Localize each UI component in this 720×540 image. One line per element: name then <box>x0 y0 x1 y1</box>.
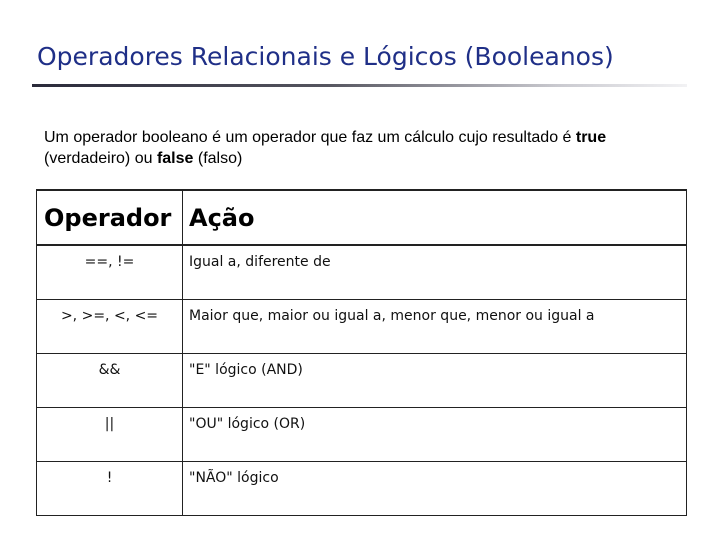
table-row <box>37 407 687 461</box>
slide-title: Operadores Relacionais e Lógicos (Booleanos) <box>37 42 614 71</box>
intro-text-3: (falso) <box>193 150 243 167</box>
intro-true-word: true <box>575 129 607 146</box>
operator-cell: && <box>37 353 183 407</box>
operator-cell: ==, != <box>37 245 183 299</box>
operators-table <box>36 189 687 516</box>
table-row <box>37 245 687 299</box>
header-operator: Operador <box>37 190 183 245</box>
table-row <box>37 461 687 515</box>
action-cell: "OU" lógico (OR) <box>183 407 687 461</box>
action-cell: Igual a, diferente de <box>183 245 687 299</box>
table-row <box>37 299 687 353</box>
table-header-row <box>37 190 687 245</box>
operator-cell: || <box>37 407 183 461</box>
operator-cell: >, >=, <, <= <box>37 299 183 353</box>
table-row <box>37 353 687 407</box>
operator-cell: ! <box>37 461 183 515</box>
header-action: Ação <box>183 190 687 245</box>
intro-paragraph <box>44 127 694 169</box>
action-cell: "E" lógico (AND) <box>183 353 687 407</box>
intro-text-2: (verdadeiro) ou <box>44 150 157 167</box>
action-cell: "NÃO" lógico <box>183 461 687 515</box>
title-underline <box>32 84 687 87</box>
intro-text-1: Um operador booleano é um operador que faz um cálculo cujo resultado é <box>44 129 576 146</box>
intro-false-word: false <box>156 150 194 167</box>
action-cell: Maior que, maior ou igual a, menor que, menor ou igual a <box>183 299 687 353</box>
